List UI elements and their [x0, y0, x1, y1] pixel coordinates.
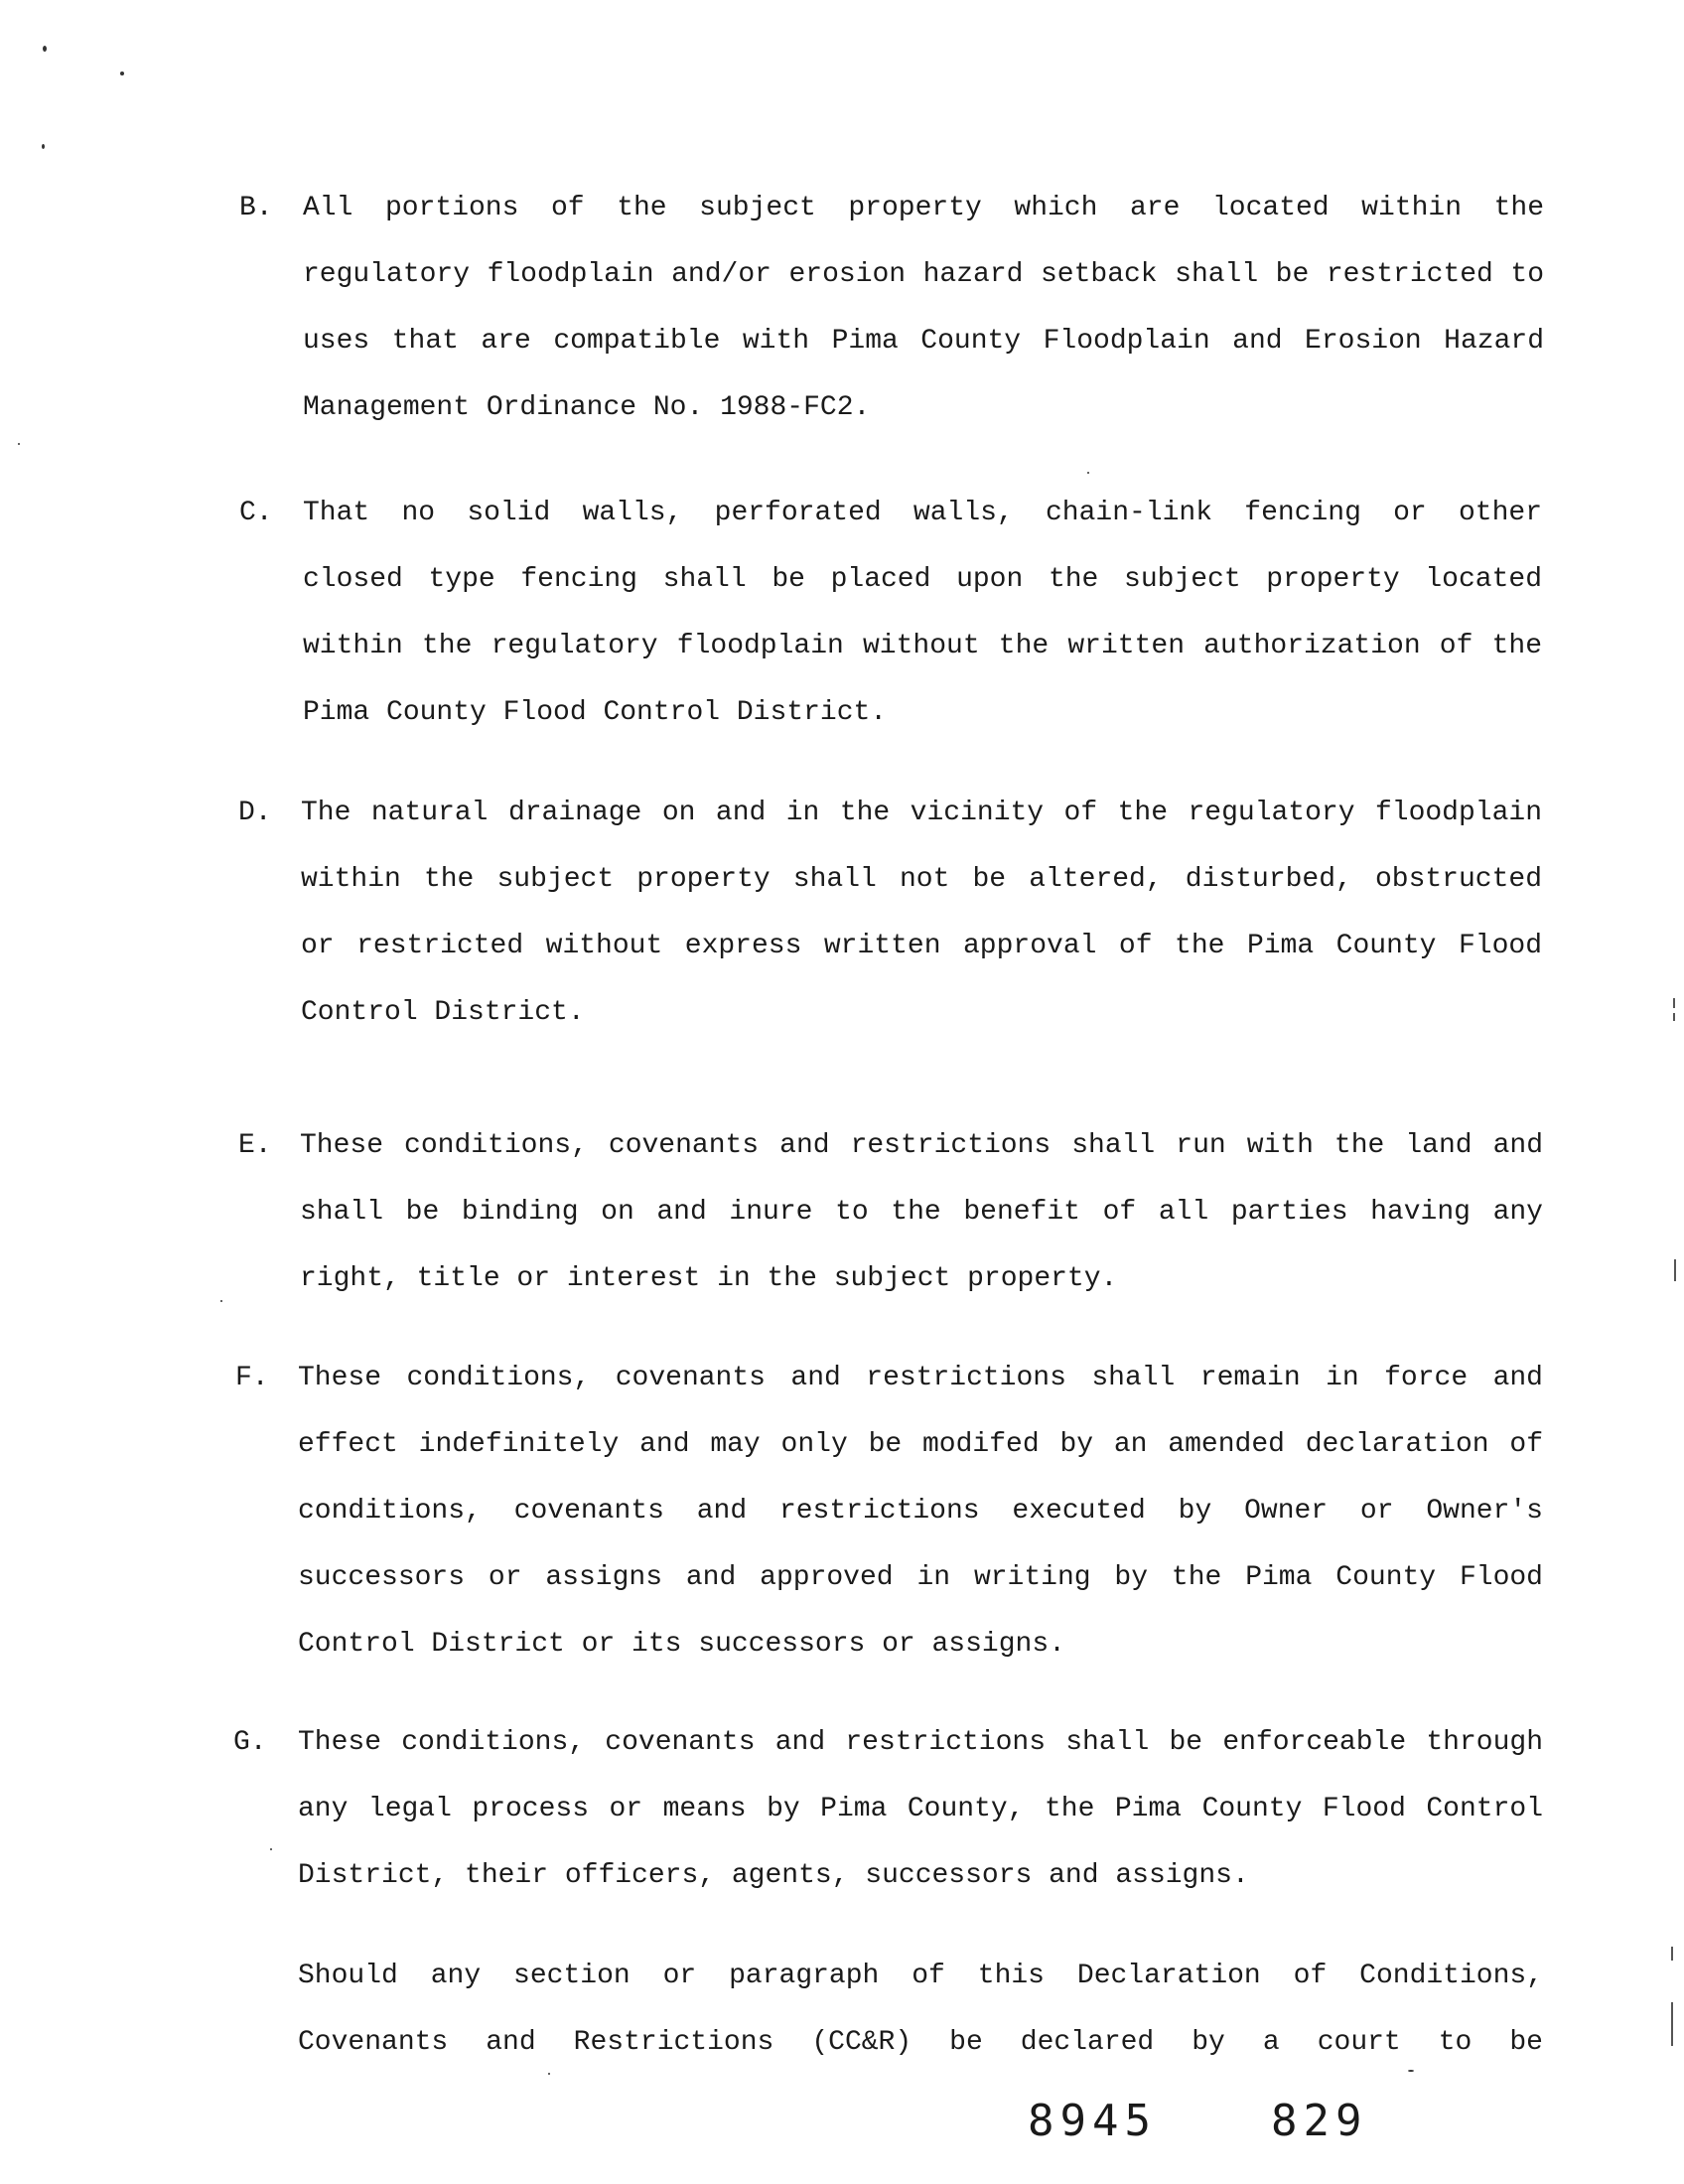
scan-speck	[43, 46, 47, 52]
paragraph-line: or restricted without express written approval of the Pima County Flood	[301, 931, 1542, 961]
paragraph-line: These conditions, covenants and restrictions shall remain in force and	[298, 1363, 1543, 1393]
paragraph-line: successors or assigns and approved in writing by the Pima County Flood	[298, 1562, 1543, 1593]
paragraph-marker: F.	[235, 1363, 269, 1393]
scan-speck	[120, 72, 124, 75]
scan-speck	[270, 1848, 272, 1850]
paragraph-marker: D.	[238, 798, 272, 828]
scan-mark	[1673, 998, 1675, 1008]
paragraph-line: District, their officers, agents, successors and assigns.	[298, 1860, 1249, 1891]
paragraph-line: Covenants and Restrictions (CC&R) be declared by a court to be	[298, 2027, 1543, 2058]
paragraph-line: within the regulatory floodplain without the written authorization of the	[303, 631, 1542, 661]
paragraph-line: uses that are compatible with Pima County Floodplain and Erosion Hazard	[303, 326, 1544, 357]
paragraph-line: Management Ordinance No. 1988-FC2.	[303, 392, 871, 423]
paragraph-line: any legal process or means by Pima County, the Pima County Flood Control	[298, 1794, 1543, 1824]
paragraph-g	[233, 1709, 1543, 1909]
paragraph-c	[239, 480, 1542, 746]
scan-mark	[1671, 1947, 1673, 1961]
scan-speck	[1087, 472, 1089, 474]
scan-mark	[1673, 1013, 1675, 1021]
paragraph-line: These conditions, covenants and restrictions shall run with the land and	[300, 1130, 1543, 1161]
paragraph-line: All portions of the subject property which are located within the	[303, 193, 1544, 223]
paragraph-line: That no solid walls, perforated walls, chain-link fencing or other	[303, 498, 1542, 528]
scan-speck	[42, 144, 45, 149]
paragraph-d	[238, 780, 1542, 1046]
scan-speck	[548, 2073, 550, 2075]
paragraph-e	[238, 1112, 1543, 1312]
paragraph-line: within the subject property shall not be altered, disturbed, obstructed	[301, 864, 1542, 895]
paragraph-line: conditions, covenants and restrictions executed by Owner or Owner's	[298, 1496, 1543, 1527]
paragraph-line: effect indefinitely and may only be modifed by an amended declaration of	[298, 1429, 1543, 1460]
paragraph-severability	[298, 1943, 1543, 2076]
paragraph-marker: E.	[238, 1130, 272, 1161]
paragraph-f	[235, 1345, 1543, 1677]
paragraph-b	[239, 175, 1544, 441]
book-number: 8945	[1028, 2096, 1157, 2146]
scan-mark	[1671, 2002, 1673, 2046]
paragraph-line: closed type fencing shall be placed upon the subject property located	[303, 564, 1542, 595]
paragraph-line: Control District or its successors or assigns.	[298, 1629, 1065, 1660]
paragraph-marker: G.	[233, 1727, 267, 1758]
paragraph-line: right, title or interest in the subject property.	[300, 1263, 1118, 1294]
paragraph-line: These conditions, covenants and restrictions shall be enforceable through	[298, 1727, 1543, 1758]
paragraph-line: Pima County Flood Control District.	[303, 697, 888, 728]
scan-speck	[18, 443, 20, 445]
page-number: 829	[1271, 2096, 1368, 2146]
paragraph-marker: C.	[239, 498, 273, 528]
paragraph-line: The natural drainage on and in the vicinity of the regulatory floodplain	[301, 798, 1542, 828]
paragraph-line: regulatory floodplain and/or erosion hazard setback shall be restricted to	[303, 259, 1544, 290]
paragraph-line: Should any section or paragraph of this Declaration of Conditions,	[298, 1961, 1543, 1991]
paragraph-line: Control District.	[301, 997, 585, 1028]
scan-speck	[220, 1300, 222, 1302]
scan-mark	[1674, 1259, 1676, 1281]
paragraph-line: shall be binding on and inure to the benefit of all parties having any	[300, 1197, 1543, 1228]
scan-speck	[1408, 2070, 1414, 2072]
paragraph-marker: B.	[239, 193, 273, 223]
